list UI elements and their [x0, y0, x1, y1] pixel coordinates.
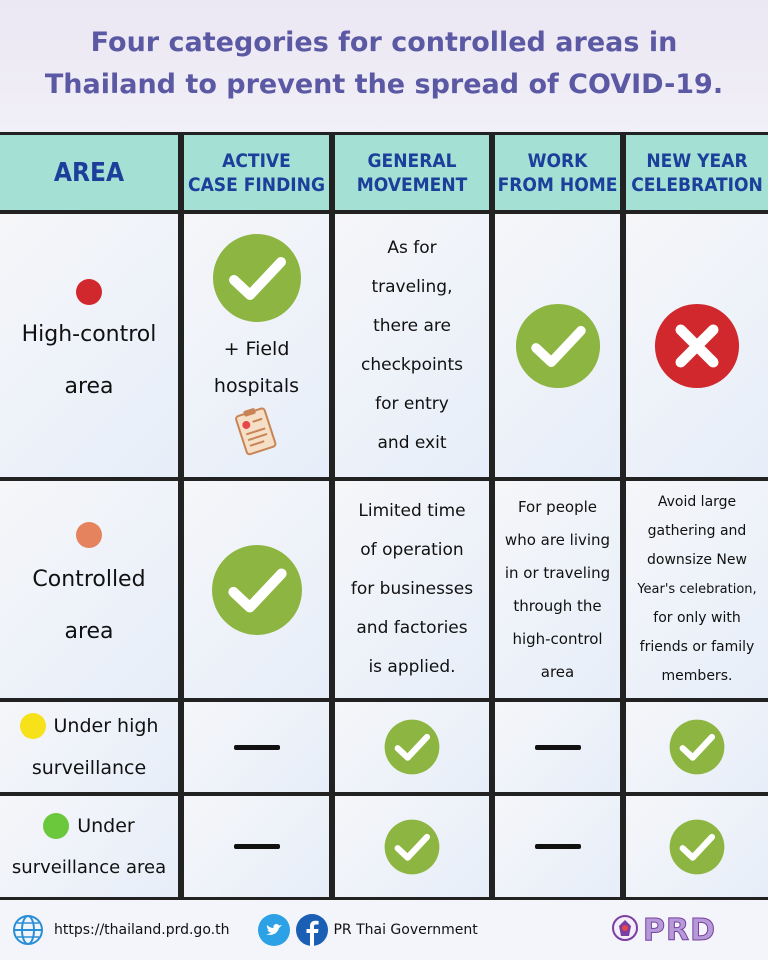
social-name: PR Thai Government — [333, 922, 478, 938]
row4-new-year — [626, 796, 768, 897]
dash-icon — [234, 745, 280, 750]
row2-wfh-text1: For people — [517, 497, 598, 516]
dash-icon — [535, 844, 581, 849]
row1-label-line1: High-control — [21, 321, 157, 347]
row2-wfh-text4: through the — [513, 596, 602, 615]
row4-label-line1: Under — [77, 814, 135, 837]
prd-logo-text: PRD — [643, 912, 716, 948]
row4-area — [0, 796, 178, 897]
orange-dot-icon — [76, 522, 102, 548]
row2-gm-text5: is applied. — [368, 657, 456, 677]
header-area — [0, 135, 178, 210]
page-title: Four categories for controlled areas in Thailand to prevent the spread of COVID-19. — [44, 27, 724, 100]
seal-icon — [611, 914, 639, 946]
row1-gm-text3: there are — [373, 315, 451, 336]
row2-work-from-home — [495, 481, 620, 698]
row1-gm-text5: for entry — [375, 393, 449, 414]
row2-ny-text1: Avoid large — [657, 494, 737, 510]
check-icon — [212, 233, 302, 323]
row1-new-year — [626, 214, 768, 477]
clipboard-icon — [233, 405, 281, 459]
row2-gm-text3: for businesses — [350, 579, 474, 599]
row2-label-line2: area — [64, 618, 114, 644]
row1-gm-text6: and exit — [377, 432, 447, 453]
row2-label-line1: Controlled — [32, 566, 146, 592]
check-icon — [384, 719, 440, 775]
check-icon — [669, 719, 725, 775]
header-wfh-line1: WORK — [527, 149, 588, 172]
row1-general-movement — [335, 214, 489, 477]
row1-label-line2: area — [64, 373, 114, 399]
row1-acf-extra1: + Field — [223, 337, 290, 360]
header-general-movement — [335, 135, 489, 210]
row2-active-case-finding — [184, 481, 329, 698]
row3-general-movement — [335, 702, 489, 792]
row3-area — [0, 702, 178, 792]
green-dot-icon — [43, 813, 69, 839]
row2-wfh-text2: who are living — [504, 530, 611, 549]
header-work-from-home — [495, 135, 620, 210]
row3-new-year — [626, 702, 768, 792]
yellow-dot-icon — [20, 713, 46, 739]
header-area-label: AREA — [53, 157, 125, 188]
twitter-icon[interactable] — [257, 913, 291, 947]
row3-label-line1: Under high — [53, 715, 159, 737]
header-gm-line2: MOVEMENT — [356, 173, 468, 196]
check-icon — [669, 819, 725, 875]
row1-gm-text4: checkpoints — [361, 354, 463, 375]
footer — [0, 900, 768, 960]
dash-icon — [234, 844, 280, 849]
header-acf-line1: ACTIVE — [222, 149, 291, 172]
check-icon — [384, 819, 440, 875]
check-icon — [515, 303, 601, 389]
header-ny-line2: CELEBRATION — [631, 173, 763, 196]
row1-work-from-home — [495, 214, 620, 477]
row2-ny-text2: gathering and — [647, 523, 747, 539]
row4-label-line2: surveillance area — [11, 856, 167, 878]
globe-icon — [12, 914, 44, 946]
row2-wfh-text5: high-control — [512, 629, 603, 648]
row2-general-movement — [335, 481, 489, 698]
row4-general-movement — [335, 796, 489, 897]
header-new-year — [626, 135, 768, 210]
facebook-icon[interactable] — [295, 913, 329, 947]
title-banner — [0, 0, 768, 132]
row2-ny-text6: friends or family — [639, 639, 755, 655]
row1-acf-extra2: hospitals — [213, 374, 300, 397]
row2-ny-text5: for only with — [653, 610, 741, 626]
row4-active-case-finding — [184, 796, 329, 897]
row1-active-case-finding — [184, 214, 329, 477]
row2-new-year — [626, 481, 768, 698]
row4-work-from-home — [495, 796, 620, 897]
cross-icon — [654, 303, 740, 389]
row2-ny-text4: Year's celebration, — [637, 582, 757, 597]
header-wfh-line2: FROM HOME — [497, 173, 618, 196]
prd-logo — [611, 913, 716, 948]
header-ny-line1: NEW YEAR — [646, 149, 748, 172]
row2-wfh-text6: area — [540, 662, 575, 681]
row2-gm-text1: Limited time — [358, 501, 466, 521]
row3-label-line2: surveillance — [31, 757, 147, 779]
row2-gm-text4: and factories — [356, 618, 468, 638]
header-gm-line1: GENERAL — [367, 149, 457, 172]
categories-table — [0, 132, 768, 900]
row2-area — [0, 481, 178, 698]
row1-gm-text1: As for — [387, 237, 437, 258]
row2-wfh-text3: in or traveling — [504, 563, 611, 582]
row3-work-from-home — [495, 702, 620, 792]
row3-active-case-finding — [184, 702, 329, 792]
website-link[interactable]: https://thailand.prd.go.th — [54, 922, 230, 938]
header-acf-line2: CASE FINDING — [188, 173, 325, 196]
row2-ny-text7: members. — [661, 668, 733, 684]
row1-area — [0, 214, 178, 477]
red-dot-icon — [76, 279, 102, 305]
check-icon — [211, 544, 303, 636]
row2-ny-text3: downsize New — [647, 552, 747, 568]
header-active-case-finding — [184, 135, 329, 210]
dash-icon — [535, 745, 581, 750]
row2-gm-text2: of operation — [360, 540, 464, 560]
row1-gm-text2: traveling, — [371, 276, 453, 297]
